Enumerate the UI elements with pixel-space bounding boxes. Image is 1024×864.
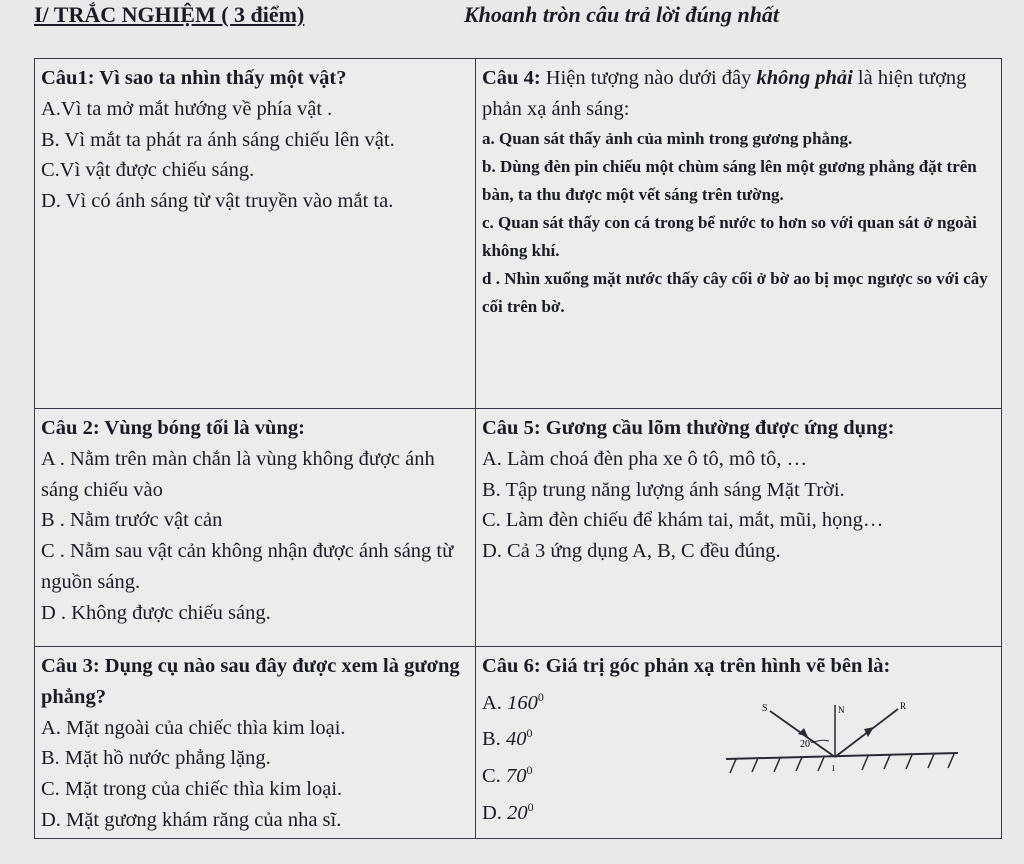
q6-option-c-letter: C. bbox=[482, 764, 501, 787]
q6-option-a-value: 160 bbox=[507, 691, 538, 714]
q6-option-c-value: 70 bbox=[505, 764, 527, 787]
question-2 bbox=[35, 409, 476, 647]
question-table bbox=[34, 58, 1002, 839]
section-title: I/ TRẮC NGHIỆM ( 3 điểm) bbox=[34, 2, 305, 27]
question-3-title: Câu 3: Dụng cụ nào sau đây được xem là gương phẳng? bbox=[41, 655, 460, 708]
q6-option-b-letter: B. bbox=[482, 728, 501, 751]
question-1 bbox=[35, 59, 476, 409]
question-6-title: Câu 6: Giá trị góc phản xạ trên hình vẽ bên là: bbox=[482, 655, 891, 677]
label-r: R bbox=[900, 701, 907, 711]
question-5 bbox=[476, 409, 1002, 647]
question-5-title: Câu 5: Gương cầu lõm thường được ứng dụng: bbox=[482, 417, 895, 439]
q6-option-b-value: 40 bbox=[505, 728, 527, 751]
q5-option-c[interactable]: C. Làm đèn chiếu để khám tai, mắt, mũi, họng… bbox=[482, 509, 884, 532]
q4-title-emph: không phải bbox=[756, 67, 853, 89]
q1-option-b[interactable]: B. Vì mắt ta phát ra ánh sáng chiếu lên vật. bbox=[41, 128, 395, 151]
q6-option-d-unit: 0 bbox=[527, 799, 534, 814]
q5-option-d[interactable]: D. Cả 3 ứng dụng A, B, C đều đúng. bbox=[482, 540, 781, 563]
q6-option-d-letter: D. bbox=[482, 801, 502, 824]
q6-option-c-unit: 0 bbox=[526, 763, 533, 778]
q4-option-d[interactable]: d . Nhìn xuống mặt nước thấy cây cối ở bờ ao bị mọc ngược so với cây cối trên bờ. bbox=[482, 268, 988, 316]
q6-option-b-unit: 0 bbox=[526, 726, 533, 741]
q4-option-c[interactable]: c. Quan sát thấy con cá trong bể nước to hơn so với quan sát ở ngoài không khí. bbox=[482, 212, 977, 260]
q4-option-b[interactable]: b. Dùng đèn pin chiếu một chùm sáng lên một gương phẳng đặt trên bàn, ta thu được một vết sáng trên tường. bbox=[482, 156, 977, 204]
question-3 bbox=[35, 647, 476, 839]
q2-option-c[interactable]: C . Nằm sau vật cản không nhận được ánh sáng từ nguồn sáng. bbox=[41, 540, 454, 593]
q3-option-c[interactable]: C. Mặt trong của chiếc thìa kim loại. bbox=[41, 778, 343, 801]
label-s: S bbox=[762, 703, 768, 714]
question-2-title: Câu 2: Vùng bóng tối là vùng: bbox=[41, 417, 305, 439]
q6-option-d-value: 20 bbox=[507, 801, 528, 824]
q4-title-prefix: Câu 4: bbox=[482, 67, 541, 89]
q4-title-suffix: là hiện tượng phản xạ ánh sáng: bbox=[482, 67, 967, 120]
incident-arrow-icon bbox=[798, 728, 808, 737]
q5-option-b[interactable]: B. Tập trung năng lượng ánh sáng Mặt Trời. bbox=[482, 478, 845, 501]
q1-option-a[interactable]: A.Vì ta mở mắt hướng về phía vật . bbox=[41, 97, 333, 120]
q4-option-a[interactable]: a. Quan sát thấy ảnh của mình trong gương phẳng. bbox=[482, 128, 853, 148]
header bbox=[34, 0, 1014, 40]
mirror-line bbox=[726, 753, 958, 759]
q3-option-a[interactable]: A. Mặt ngoài của chiếc thìa kim loại. bbox=[41, 716, 346, 739]
instruction: Khoanh tròn câu trả lời đúng nhất bbox=[464, 2, 780, 27]
q1-option-d[interactable]: D. Vì có ánh sáng từ vật truyền vào mắt ta. bbox=[41, 190, 394, 213]
reflected-arrow-icon bbox=[864, 727, 874, 737]
angle-label: 20° bbox=[800, 739, 814, 750]
q5-option-a[interactable]: A. Làm choá đèn pha xe ô tô, mô tô, … bbox=[482, 447, 808, 470]
q1-option-c[interactable]: C.Vì vật được chiếu sáng. bbox=[41, 159, 255, 182]
q6-option-d[interactable] bbox=[482, 792, 995, 829]
q2-option-b[interactable]: B . Nằm trước vật cản bbox=[41, 509, 223, 532]
q3-option-b[interactable]: B. Mặt hồ nước phẳng lặng. bbox=[41, 747, 271, 770]
reflection-diagram bbox=[722, 701, 972, 781]
q6-option-a-unit: 0 bbox=[537, 689, 544, 704]
label-i: I bbox=[832, 764, 835, 773]
question-4 bbox=[476, 59, 1002, 409]
q4-title-text: Hiện tượng nào dưới đây bbox=[540, 67, 757, 89]
angle-arc bbox=[814, 740, 829, 742]
q6-option-a-letter: A. bbox=[482, 691, 502, 714]
question-1-title: Câu1: Vì sao ta nhìn thấy một vật? bbox=[41, 67, 347, 89]
q2-option-d[interactable]: D . Không được chiếu sáng. bbox=[41, 601, 271, 624]
question-6 bbox=[476, 647, 1002, 839]
question-4-title bbox=[482, 63, 995, 125]
q3-option-d[interactable]: D. Mặt gương khám răng của nha sĩ. bbox=[41, 808, 342, 831]
label-n: N bbox=[838, 705, 845, 715]
q2-option-a[interactable]: A . Nằm trên màn chắn là vùng không được ánh sáng chiếu vào bbox=[41, 447, 435, 501]
